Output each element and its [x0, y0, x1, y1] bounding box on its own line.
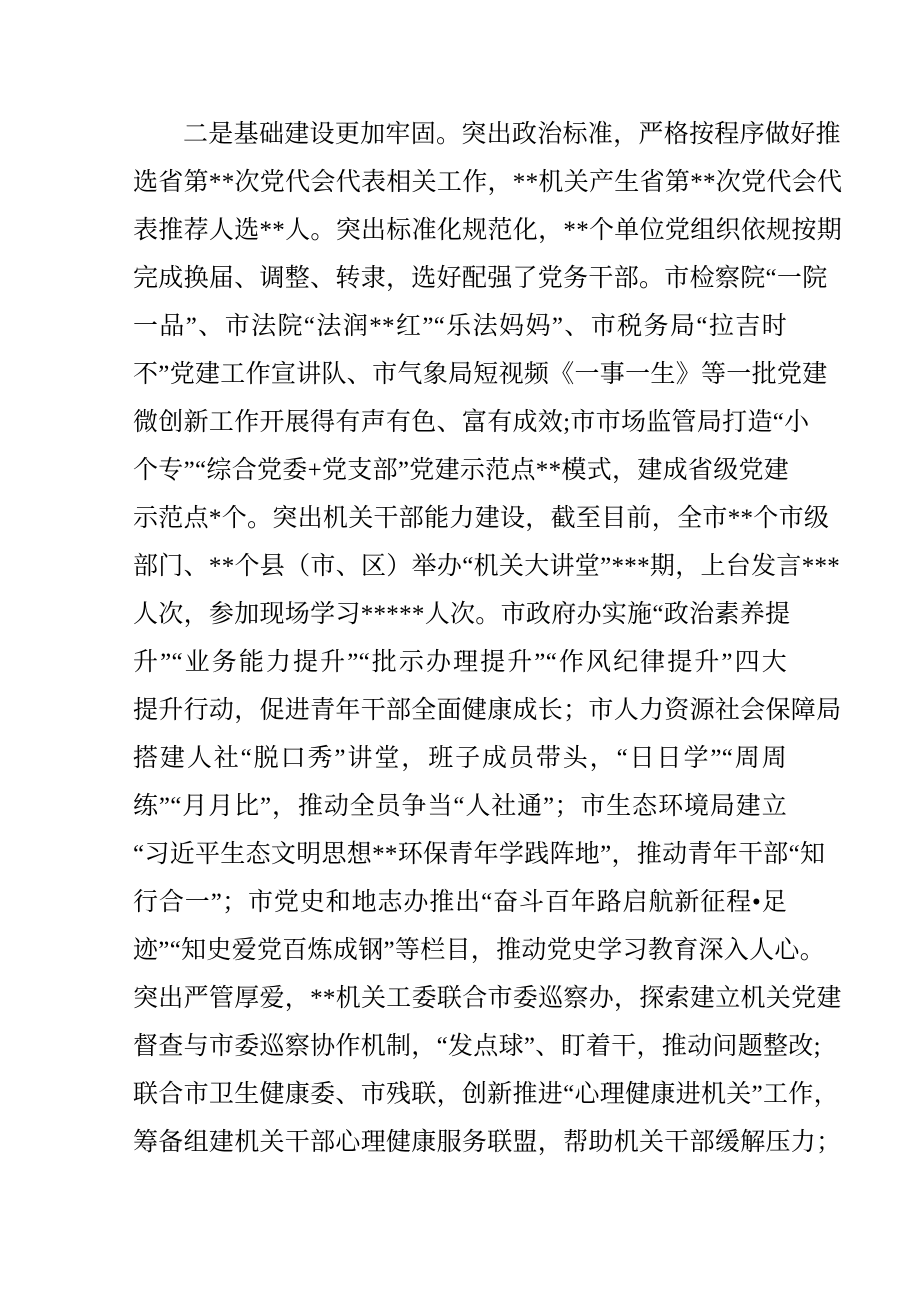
paragraph-line: 选省第**次党代会代表相关工作，**机关产生省第**次党代会代: [133, 169, 843, 196]
paragraph-line: 二是基础建设更加牢固。突出政治标准，严格按程序做好推: [183, 121, 841, 148]
paragraph-line: 督查与市委巡察协作机制，“发点球”、盯着干，推动问题整改;: [133, 1033, 821, 1060]
paragraph-line: 人次，参加现场学习*****人次。市政府办实施“政治素养提: [133, 601, 791, 628]
paragraph-line: 筹备组建机关干部心理健康服务联盟，帮助机关干部缓解压力；: [133, 1129, 842, 1156]
paragraph-line: 升”“业务能力提升”“批示办理提升”“作风纪律提升”四大: [133, 649, 787, 676]
paragraph-line: 提升行动，促进青年干部全面健康成长；市人力资源社会保障局: [133, 697, 842, 724]
paragraph-line: 联合市卫生健康委、市残联，创新推进“心理健康进机关”工作，: [133, 1081, 839, 1108]
paragraph-line: 完成换届、调整、转隶，选好配强了党务干部。市检察院“一院: [133, 265, 828, 292]
paragraph-line: 一品”、市法院“法润**红”“乐法妈妈”、市税务局“拉吉时: [133, 313, 787, 340]
paragraph-line: “习近平生态文明思想**环保青年学践阵地”，推动青年干部“知: [133, 841, 826, 868]
paragraph-line: 表推荐人选**人。突出标准化规范化，**个单位党组织依规按期: [133, 217, 843, 244]
paragraph-line: 迹”“知史爱党百炼成钢”等栏目，推动党史学习教育深入人心。: [133, 937, 825, 964]
paragraph-line: 搭建人社“脱口秀”讲堂，班子成员带头，“日日学”“周周: [133, 745, 787, 772]
paragraph-line: 微创新工作开展得有声有色、富有成效;市市场监管局打造“小: [133, 409, 810, 436]
paragraph-line: 部门、**个县（市、区）举办“机关大讲堂”***期，上台发言***: [133, 553, 841, 580]
paragraph-line: 练”“月月比”，推动全员争当“人社通”；市生态环境局建立: [133, 793, 787, 820]
paragraph-line: 个专”“综合党委+党支部”党建示范点**模式，建成省级党建: [133, 457, 790, 484]
paragraph: [133, 111, 843, 1167]
paragraph-line: 突出严管厚爱，**机关工委联合市委巡察办，探索建立机关党建: [133, 985, 842, 1012]
paragraph-line: 示范点*个。突出机关干部能力建设，截至目前，全市**个市级: [133, 505, 830, 532]
paragraph-line: 不”党建工作宣讲队、市气象局短视频《一事一生》等一批党建: [133, 361, 828, 388]
paragraph-line: 行合一”；市党史和地志办推出“奋斗百年路启航新征程•足: [133, 889, 787, 916]
